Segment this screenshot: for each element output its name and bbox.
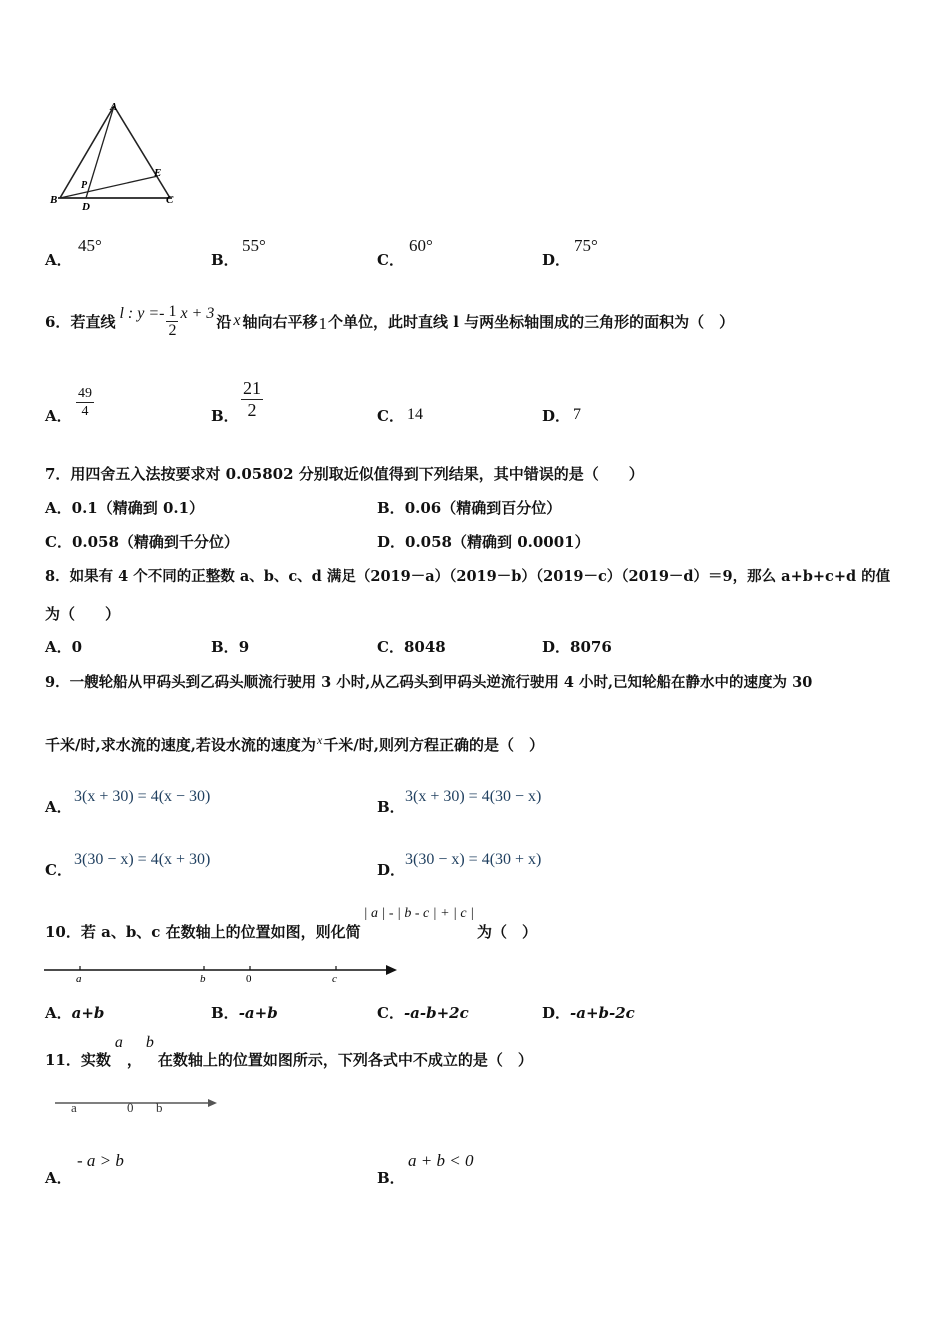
option-label: B． <box>377 499 405 517</box>
q10-expression: | a | - | b - c | + | c | <box>363 906 474 921</box>
q5-option-d[interactable] <box>542 236 702 269</box>
axis-label-zero: 0 <box>127 1100 134 1115</box>
option-label: B． <box>377 1169 405 1187</box>
option-value: 14 <box>407 406 423 423</box>
option-label: A． <box>45 798 72 816</box>
option-value: 3(x + 30) = 4(x − 30) <box>74 788 211 805</box>
q10-prefix: 10．若 a、b、c 在数轴上的位置如图，则化简 <box>45 923 361 941</box>
option-label: D． <box>542 251 571 269</box>
axis-label-b: b <box>200 973 206 985</box>
option-value: 0.058（精确到千分位） <box>71 533 239 551</box>
option-value: 3(30 − x) = 4(30 + x) <box>405 851 542 868</box>
option-label: B． <box>211 1004 239 1022</box>
q10-number-line <box>44 958 404 988</box>
q6-stem <box>45 298 734 344</box>
option-label: A． <box>45 1169 72 1187</box>
option-label: A． <box>45 499 72 517</box>
option-label: C． <box>377 638 404 656</box>
axis-arrow <box>208 1099 217 1107</box>
q6-mid2: 轴向右平移 <box>242 312 318 331</box>
option-label: D． <box>542 407 571 425</box>
option-label: D． <box>542 1004 571 1022</box>
q6-fraction <box>166 303 178 340</box>
q6-mid1: 沿 <box>216 312 232 331</box>
q6-option-a[interactable] <box>45 383 205 428</box>
option-fraction <box>241 378 263 421</box>
q9-var-x: x <box>316 733 323 747</box>
q6-option-b[interactable] <box>211 378 371 428</box>
q6-one: 1 <box>318 314 327 333</box>
segment-ad <box>86 106 114 198</box>
q8-option-c[interactable] <box>377 636 446 657</box>
label-d: D <box>82 201 90 213</box>
option-label: D． <box>542 638 571 656</box>
q7-option-a[interactable] <box>45 497 204 518</box>
option-value: 0.058（精确到 0.0001） <box>405 533 590 551</box>
q8-stem-line2: 为（ ） <box>45 605 121 623</box>
q10-suffix: 为（ ） <box>476 923 537 941</box>
option-label: A． <box>45 638 72 656</box>
option-value: 3(x + 30) = 4(30 − x) <box>405 788 542 805</box>
q7-option-c[interactable] <box>45 531 239 552</box>
q7-option-b[interactable] <box>377 497 561 518</box>
option-value: 8048 <box>403 638 446 656</box>
option-value: -a+b-2c <box>570 1004 635 1022</box>
axis-label-a: a <box>71 1100 77 1115</box>
q11-var-b: b <box>145 1034 154 1051</box>
q11-comma: ， <box>126 1051 142 1069</box>
option-value: 7 <box>573 406 581 423</box>
triangle-figure <box>48 100 183 215</box>
axis-label-c: c <box>332 973 337 985</box>
q8-option-d[interactable] <box>542 636 612 657</box>
q10-option-c[interactable] <box>377 1002 469 1023</box>
q6-option-d[interactable] <box>542 403 702 428</box>
option-label: C． <box>45 533 72 551</box>
frac-den: 4 <box>81 404 89 419</box>
label-p: P <box>81 180 88 191</box>
option-value: a + b < 0 <box>408 1151 474 1170</box>
q6-eq-left: l : y =- <box>119 305 165 322</box>
option-value: 45° <box>78 236 102 255</box>
frac-num: 21 <box>243 378 261 398</box>
option-label: D． <box>377 861 406 879</box>
q5-option-b[interactable] <box>211 236 371 269</box>
q9-line2a: 千米/时,求水流的速度,若设水流的速度为 <box>45 736 316 754</box>
option-label: B． <box>211 251 239 269</box>
option-label: C． <box>45 861 72 879</box>
label-b: B <box>50 194 58 206</box>
q8-option-b[interactable] <box>211 636 249 657</box>
q11-prefix: 11．实数 <box>45 1051 111 1069</box>
frac-num: 1 <box>168 302 177 320</box>
option-label: C． <box>377 1004 404 1022</box>
q11-stem <box>45 1034 533 1070</box>
segment-be <box>60 176 158 198</box>
option-label: C． <box>377 251 404 269</box>
frac-num: 49 <box>78 386 92 401</box>
q6-var-x: x <box>233 312 241 329</box>
option-value: 75° <box>574 236 598 255</box>
axis-label-zero: 0 <box>246 973 252 985</box>
q5-option-a[interactable] <box>45 236 205 269</box>
q7-option-d[interactable] <box>377 531 590 552</box>
option-value: 0.1（精确到 0.1） <box>71 499 205 517</box>
axis-label-b: b <box>156 1100 163 1115</box>
frac-den: 2 <box>247 400 257 420</box>
option-value: 3(30 − x) = 4(x + 30) <box>74 851 211 868</box>
q9-stem-line2 <box>45 733 544 755</box>
q6-option-c[interactable] <box>377 403 537 428</box>
q9-stem-line1: 9．一艘轮船从甲码头到乙码头顺流行驶用 3 小时,从乙码头到甲码头逆流行驶用 4 小时,已知轮船在静水中的速度为 30 <box>45 674 813 691</box>
q11-suffix: 在数轴上的位置如图所示，下列各式中不成立的是（ ） <box>157 1051 533 1069</box>
q11-number-line <box>55 1094 225 1118</box>
option-label: A． <box>45 407 72 425</box>
label-c: C <box>166 194 174 206</box>
axis-label-a: a <box>76 973 82 985</box>
q6-suffix: 个单位，此时直线 l 与两坐标轴围成的三角形的面积为（ ） <box>328 312 735 331</box>
option-value: - a > b <box>77 1151 124 1170</box>
q10-option-a[interactable] <box>45 1002 104 1023</box>
option-value: 0.06（精确到百分位） <box>404 499 562 517</box>
option-label: D． <box>377 533 406 551</box>
q10-stem <box>45 906 537 942</box>
option-value: 55° <box>242 236 266 255</box>
q11-var-a: a <box>114 1034 123 1051</box>
option-label: A． <box>45 251 72 269</box>
option-value: -a+b <box>238 1004 278 1022</box>
q6-prefix: 若直线 <box>70 312 116 331</box>
label-a: A <box>110 101 118 113</box>
option-label: A． <box>45 1004 72 1022</box>
option-value: 9 <box>238 638 250 656</box>
option-label: C． <box>377 407 404 425</box>
option-fraction <box>76 385 94 420</box>
q7-stem: 7．用四舍五入法按要求对 0.05802 分别取近似值得到下列结果，其中错误的是（ ） <box>45 465 644 483</box>
option-label: B． <box>211 407 239 425</box>
q5-option-c[interactable] <box>377 236 537 269</box>
option-label: B． <box>211 638 239 656</box>
option-value: -a-b+2c <box>403 1004 469 1022</box>
frac-den: 2 <box>168 321 177 339</box>
axis-arrow <box>386 965 397 975</box>
q6-number: 6． <box>45 312 71 331</box>
option-value: 60° <box>409 236 433 255</box>
option-value: 8076 <box>570 638 612 656</box>
q9-line2b: 千米/时,则列方程正确的是（ ） <box>323 736 544 754</box>
option-value: 0 <box>71 638 83 656</box>
label-e: E <box>154 167 162 179</box>
q10-option-b[interactable] <box>211 1002 278 1023</box>
q10-option-d[interactable] <box>542 1002 635 1023</box>
q8-option-a[interactable] <box>45 636 82 657</box>
q8-stem-line1: 8．如果有 4 个不同的正整数 a、b、c、d 满足（2019－a）（2019－b）（2019－c）（2019－d）＝9，那么 a+b+c+d 的值 <box>45 568 891 585</box>
q6-eq-right: x + 3 <box>180 305 215 322</box>
option-value: a+b <box>71 1004 105 1022</box>
option-label: B． <box>377 798 405 816</box>
